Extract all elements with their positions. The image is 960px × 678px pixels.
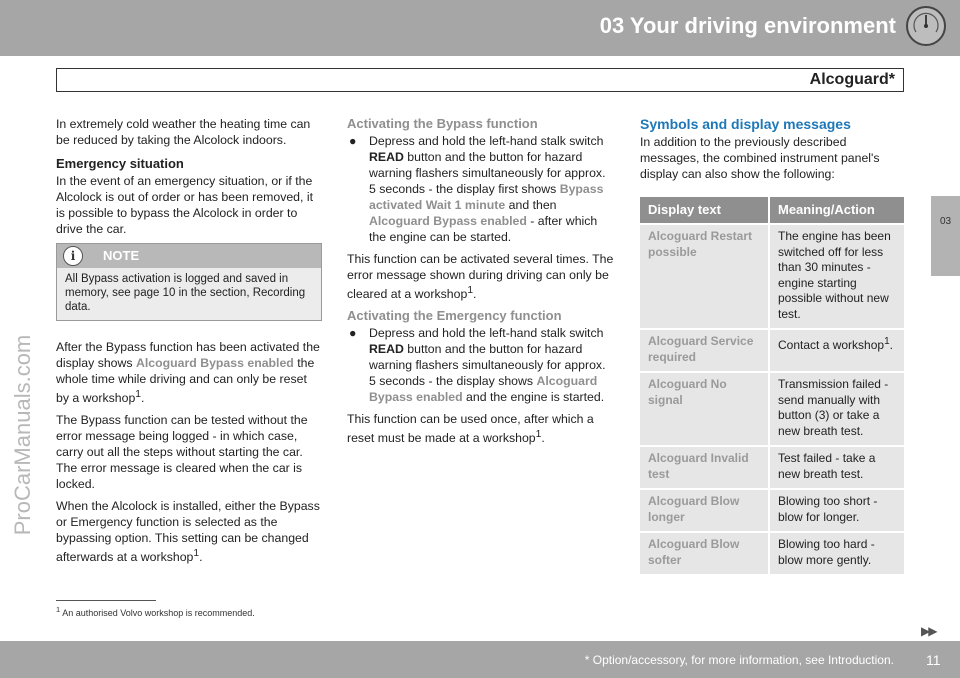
- footnote-ref: 1: [884, 336, 890, 347]
- emergency-function-heading: Activating the Emergency function: [347, 308, 562, 324]
- column-1: [56, 116, 322, 571]
- bullet-item: ● Depress and hold the left-hand stalk switch READ button and the button for hazard warning flashers simultaneously for approx. 5 seconds - the display first shows Bypass activated Wait 1 minute and then Alcoguard Bypass enabled - after which the engine can be started.: [349, 134, 606, 244]
- table-header-row: [640, 197, 904, 224]
- symbols-heading: Symbols and display messages: [640, 116, 851, 132]
- footnote-divider: [56, 600, 156, 601]
- note-label: NOTE: [103, 248, 140, 263]
- display-text-cell: Alcoguard Service required: [640, 329, 769, 372]
- table-row: [640, 372, 904, 446]
- display-message: Alcoguard Bypass enabled: [369, 374, 598, 405]
- table-row: [640, 329, 904, 372]
- note-text: All Bypass activation is logged and saved in memory, see page 10 in the section, Recording data.: [57, 268, 321, 320]
- installation-paragraph: When the Alcolock is installed, either the Bypass or Emergency function is selected as the bypassing option. This setting can be changed afterwards at a workshop$^1$.: [56, 499, 320, 565]
- bypass-repeat-paragraph: This function can be activated several times. The error message shown during driving can only be cleared at a workshop$^1$.: [347, 252, 614, 302]
- emergency-paragraph: In the event of an emergency situation, or if the Alcolock is out of order or has been removed, it is possible to bypass the Alcolock in order to drive the car.: [56, 174, 313, 236]
- intro-paragraph: In extremely cold weather the heating time can be reduced by taking the Alcolock indoors.: [56, 117, 311, 147]
- bypass-test-paragraph: The Bypass function can be tested without the error message being logged - in which case, carry out all the steps without starting the car. The error message is cleared when the car is locked.: [56, 413, 308, 492]
- bullet-icon: ●: [349, 326, 357, 341]
- section-title: Alcoguard*: [809, 71, 895, 88]
- display-text-cell: Alcoguard Restart possible: [640, 224, 769, 329]
- next-page-arrows-icon: ▶▶: [921, 624, 936, 638]
- column-header: Display text: [640, 197, 769, 224]
- footnote-ref: 1: [135, 389, 141, 400]
- page-number: 11: [926, 652, 941, 668]
- meaning-cell: The engine has been switched off for less than 30 minutes - engine starting possible without new test.: [769, 224, 904, 329]
- footnote-marker: 1: [56, 605, 61, 614]
- symbols-intro: In addition to the previously described messages, the combined instrument panel's display can also show the following:: [640, 135, 880, 181]
- chapter-side-tab: [931, 196, 960, 276]
- chapter-header-bar: [0, 0, 960, 56]
- footnote: $^1$ An authorised Volvo workshop is recommended.: [56, 605, 255, 618]
- bypass-function-heading: Activating the Bypass function: [347, 116, 538, 131]
- speedometer-icon: [906, 6, 946, 46]
- display-messages-table: [640, 197, 904, 574]
- footnote-ref: 1: [535, 429, 542, 441]
- table-row: [640, 532, 904, 574]
- note-box: [56, 243, 322, 321]
- chapter-title: 03 Your driving environment: [599, 13, 896, 38]
- section-title-box: [56, 68, 904, 92]
- footnote-ref: 1: [467, 285, 474, 296]
- accessory-note: * Option/accessory, for more information, see Introduction.: [584, 653, 894, 667]
- display-text-cell: Alcoguard No signal: [640, 372, 769, 446]
- emergency-situation-heading: Emergency situation: [56, 156, 184, 171]
- table-row: [640, 446, 904, 489]
- display-message: Alcoguard Bypass enabled: [135, 356, 294, 370]
- meaning-cell: Blowing too short - blow for longer.: [769, 489, 904, 532]
- meaning-cell: Test failed - take a new breath test.: [769, 446, 904, 489]
- display-text-cell: Alcoguard Blow longer: [640, 489, 769, 532]
- bypass-display-paragraph: After the Bypass function has been activated the display shows Alcoguard Bypass enabled the whole time while driving and can only be reset by a workshop$^1$.: [56, 340, 320, 406]
- meaning-cell: Transmission failed - send manually with button (3) or take a new breath test.: [769, 372, 904, 446]
- table-row: [640, 489, 904, 532]
- meaning-cell: Contact a workshop$^1$.: [769, 329, 904, 372]
- column-3: [640, 116, 904, 574]
- column-header: Meaning/Action: [769, 197, 904, 224]
- bullet-item: ● Depress and hold the left-hand stalk switch READ button and the button for hazard warning flashers simultaneously for approx. 5 seconds - the display shows Alcoguard Bypass enabled and the engine is started.: [349, 326, 606, 405]
- footer-bar: [0, 641, 960, 678]
- watermark-text: ProCarManuals.com: [10, 334, 35, 536]
- display-text-cell: Alcoguard Blow softer: [640, 532, 769, 574]
- footnote-ref: 1: [193, 548, 200, 560]
- side-tab-label: 03: [939, 216, 952, 227]
- info-icon: i: [63, 246, 83, 266]
- note-header: [57, 244, 321, 268]
- watermark: [6, 225, 40, 645]
- column-2: [347, 116, 615, 452]
- bullet-icon: ●: [349, 134, 357, 148]
- meaning-cell: Blowing too hard - blow more gently.: [769, 532, 904, 574]
- table-row: [640, 224, 904, 329]
- display-message: Bypass activated Wait 1 minute: [369, 182, 604, 212]
- emergency-once-paragraph: This function can be used once, after which a reset must be made at a workshop$^1$.: [347, 412, 594, 446]
- display-message: Alcoguard Bypass enabled: [369, 214, 527, 228]
- display-text-cell: Alcoguard Invalid test: [640, 446, 769, 489]
